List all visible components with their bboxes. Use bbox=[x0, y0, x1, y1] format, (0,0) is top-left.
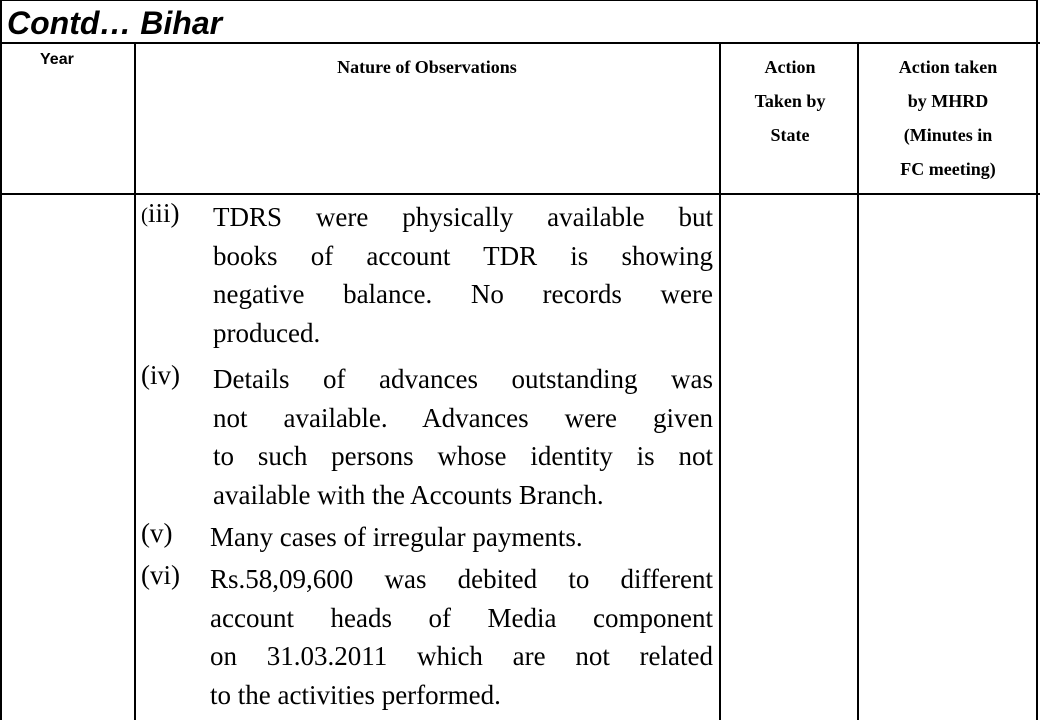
item-number: (iv) bbox=[141, 360, 180, 390]
header-top-rule bbox=[0, 42, 1040, 44]
header-state-line: Taken by bbox=[754, 91, 826, 111]
text-line: Rs.58,09,600 was debited to different bbox=[210, 564, 713, 594]
text-line: account heads of Media component bbox=[210, 602, 713, 633]
table-right-border bbox=[1036, 0, 1038, 720]
column-divider-year bbox=[134, 42, 136, 720]
header-mhrd-line: (Minutes in bbox=[903, 125, 993, 145]
header-nature-of-observations: Nature of Observations bbox=[337, 57, 517, 77]
item-text bbox=[210, 518, 713, 557]
text-line: not available. Advances were given bbox=[213, 402, 713, 433]
item-number bbox=[141, 198, 180, 229]
header-state-line: State bbox=[770, 125, 810, 145]
header-mhrd-line: FC meeting) bbox=[900, 159, 996, 179]
header-state-line: Action bbox=[764, 57, 816, 77]
header-action-taken-by-state bbox=[722, 50, 858, 152]
page-title: Contd… Bihar bbox=[7, 5, 223, 41]
text-line: books of account TDR is showing bbox=[213, 240, 713, 271]
text-line: Details of advances outstanding was bbox=[213, 364, 713, 394]
header-action-taken-by-mhrd bbox=[860, 50, 1036, 186]
item-text bbox=[213, 360, 713, 514]
item-number-paren: ( bbox=[141, 203, 148, 227]
text-line: produced. bbox=[213, 317, 321, 348]
text-line: Many cases of irregular payments. bbox=[210, 522, 583, 552]
header-bottom-rule bbox=[0, 193, 1040, 195]
text-line: to the activities performed. bbox=[210, 679, 501, 710]
text-line: available with the Accounts Branch. bbox=[213, 479, 604, 510]
item-text bbox=[210, 560, 713, 714]
item-number: (v) bbox=[141, 518, 173, 548]
text-line: TDRS were physically available but bbox=[213, 202, 713, 232]
item-number-label: iii) bbox=[148, 198, 180, 228]
text-line: to such persons whose identity is not bbox=[213, 441, 713, 471]
header-year: Year bbox=[40, 51, 74, 68]
header-mhrd-line: Action taken bbox=[898, 57, 998, 77]
item-text bbox=[213, 198, 713, 352]
text-line: negative balance. No records were bbox=[213, 279, 713, 309]
column-divider-nature bbox=[719, 42, 721, 720]
item-number: (vi) bbox=[141, 560, 180, 590]
text-line: on 31.03.2011 which are not related bbox=[210, 641, 713, 671]
header-mhrd-line: by MHRD bbox=[907, 91, 989, 111]
table-left-border bbox=[0, 0, 2, 720]
